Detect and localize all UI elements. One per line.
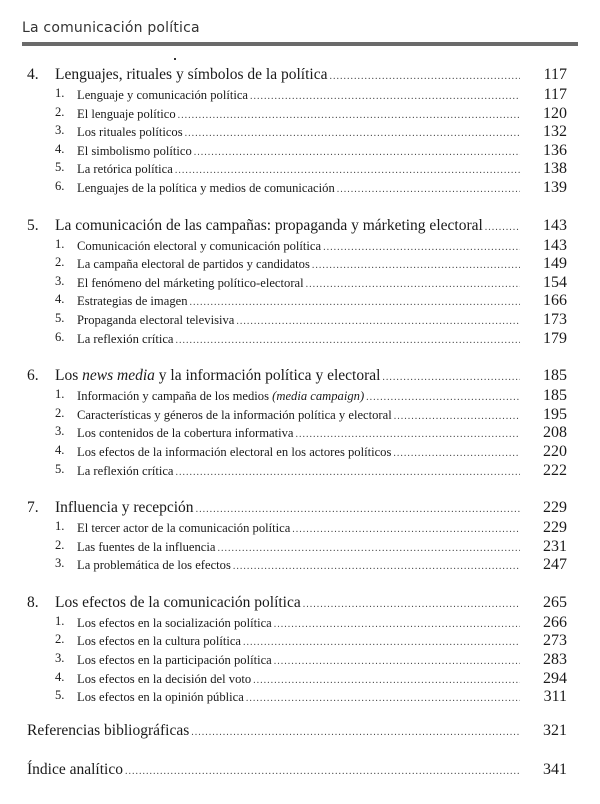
dot-leader	[196, 504, 520, 515]
page-number: 166	[543, 292, 567, 310]
chapter-number: 7.	[27, 499, 39, 517]
toc-subsection-entry[interactable]	[0, 105, 600, 124]
toc-subsection-entry[interactable]	[0, 160, 600, 179]
chapter-section	[0, 367, 600, 480]
title-text: Las fuentes de la influencia	[77, 539, 216, 554]
page-number: 220	[543, 442, 567, 460]
title-text: La problemática de los efectos	[77, 558, 231, 573]
dot-leader	[366, 392, 520, 403]
subsection-number: 2.	[55, 405, 65, 420]
title-text: El simbolismo político	[77, 143, 192, 158]
subsection-number: 2.	[55, 104, 65, 119]
dot-leader	[176, 335, 521, 346]
entry-title	[77, 181, 335, 196]
dot-leader	[125, 766, 520, 777]
toc-subsection-entry[interactable]	[0, 255, 600, 274]
dot-leader	[306, 279, 520, 290]
title-text: Información y campaña de los medios	[77, 389, 273, 404]
page-number: 247	[543, 556, 567, 574]
toc-entry-index[interactable]	[0, 761, 600, 781]
dot-leader	[176, 467, 521, 478]
page-number: 294	[543, 669, 567, 687]
entry-title	[77, 294, 188, 309]
toc-subsection-entry[interactable]	[0, 556, 600, 575]
dot-leader	[190, 297, 520, 308]
subsection-number: 6.	[55, 178, 65, 193]
subsection-number: 5.	[55, 688, 65, 703]
page-number: 185	[543, 387, 567, 405]
dot-leader	[243, 637, 520, 648]
chapter-section	[0, 594, 600, 707]
dot-leader	[185, 128, 520, 139]
entry-title	[77, 426, 293, 441]
title-text: La reflexión crítica	[77, 463, 174, 478]
page-number: 222	[543, 461, 567, 479]
title-text: Influencia y recepción	[55, 499, 194, 517]
chapter-section	[0, 499, 600, 575]
dot-leader	[329, 71, 520, 82]
table-of-contents	[0, 66, 600, 726]
title-text: La campaña electoral de partidos y candidatos	[77, 257, 310, 272]
subsection-number: 5.	[55, 461, 65, 476]
page-number: 138	[543, 160, 567, 178]
stray-dot	[174, 58, 176, 60]
toc-subsection-entry[interactable]	[0, 406, 600, 425]
subsection-number: 5.	[55, 310, 65, 325]
toc-subsection-entry[interactable]	[0, 274, 600, 293]
subsection-number: 4.	[55, 669, 65, 684]
toc-subsection-entry[interactable]	[0, 670, 600, 689]
page-number: 266	[543, 613, 567, 631]
dot-leader	[303, 599, 520, 610]
page-number: 208	[543, 424, 567, 442]
entry-title	[77, 558, 231, 573]
dot-leader	[274, 619, 520, 630]
toc-subsection-entry[interactable]	[0, 688, 600, 707]
entry-title	[77, 616, 272, 631]
page-number: 283	[543, 651, 567, 669]
title-text: Los	[55, 367, 83, 385]
subsection-number: 1.	[55, 613, 65, 628]
toc-subsection-entry[interactable]	[0, 614, 600, 633]
title-text: Los contenidos de la cobertura informativa	[77, 426, 294, 441]
page-number: 229	[543, 499, 567, 517]
subsection-number: 3.	[55, 123, 65, 138]
dot-leader	[253, 675, 520, 686]
entry-title	[55, 499, 194, 517]
entry-title	[77, 408, 392, 423]
page-number: 311	[543, 688, 567, 706]
title-text: Comunicación electoral y comunicación política	[77, 238, 322, 253]
entry-title	[77, 634, 241, 649]
page-number: 265	[543, 593, 567, 611]
title-text: Estrategias de imagen	[77, 294, 188, 309]
entry-title	[77, 239, 321, 254]
page-number: 195	[543, 405, 567, 423]
toc-subsection-entry[interactable]	[0, 538, 600, 557]
subsection-number: 2.	[55, 632, 65, 647]
entry-title	[55, 66, 327, 84]
chapter-number: 8.	[27, 593, 39, 611]
toc-chapter-entry[interactable]	[0, 367, 600, 387]
subsection-number: 4.	[55, 442, 65, 457]
title-text: Lenguajes de la política y medios de comunicación	[77, 180, 335, 195]
toc-subsection-entry[interactable]	[0, 311, 600, 330]
title-text: Lenguaje y comunicación política	[77, 88, 248, 102]
entry-title	[77, 144, 192, 159]
entry-title	[77, 464, 174, 479]
toc-subsection-entry[interactable]	[0, 387, 600, 406]
page-number: 185	[543, 367, 567, 385]
chapter-section	[0, 66, 600, 198]
subsection-number: 2.	[55, 537, 65, 552]
dot-leader	[191, 727, 520, 738]
subsection-number: 4.	[55, 292, 65, 307]
page-number: 229	[543, 519, 567, 537]
toc-subsection-entry[interactable]	[0, 632, 600, 651]
chapter-number: 5.	[27, 216, 39, 234]
page-number: 143	[543, 236, 567, 254]
subsection-number: 1.	[55, 236, 65, 251]
page-number: 132	[543, 123, 567, 141]
chapter-number: 4.	[27, 66, 39, 83]
subsection-number: 2.	[55, 255, 65, 270]
dot-leader	[250, 91, 520, 102]
page-number: 273	[543, 632, 567, 650]
page-number: 149	[543, 255, 567, 273]
entry-title	[77, 88, 248, 103]
title-text: Características y géneros de la información política y electoral	[77, 407, 392, 422]
entry-title	[77, 672, 251, 687]
dot-leader	[382, 372, 520, 383]
title-text: El lenguaje político	[77, 106, 176, 121]
entry-title	[77, 389, 364, 404]
entry-title	[77, 162, 173, 177]
dot-leader	[217, 543, 520, 554]
title-text: y la información política y electoral	[154, 367, 381, 385]
subsection-number: 3.	[55, 273, 65, 288]
dot-leader	[394, 411, 520, 422]
subsection-number: 3.	[55, 651, 65, 666]
entry-title	[55, 367, 380, 385]
page-number: 341	[543, 761, 567, 778]
title-text: Los efectos en la socialización política	[77, 615, 272, 630]
entry-title	[77, 313, 234, 328]
toc-subsection-entry[interactable]	[0, 237, 600, 256]
entry-title	[77, 521, 290, 536]
subsection-number: 4.	[55, 141, 65, 156]
entry-title	[77, 653, 272, 668]
page-number: 117	[543, 66, 567, 83]
toc-subsection-entry[interactable]	[0, 424, 600, 443]
dot-leader	[323, 242, 520, 253]
title-text: Los rituales políticos	[77, 125, 183, 140]
entry-title	[77, 445, 391, 460]
dot-leader	[295, 429, 520, 440]
toc-subsection-entry[interactable]	[0, 142, 600, 161]
toc-chapter-entry[interactable]	[0, 217, 600, 237]
title-text: Los efectos en la decisión del voto	[77, 671, 252, 686]
title-text: La retórica política	[77, 162, 173, 177]
subsection-number: 1.	[55, 387, 65, 402]
toc-subsection-entry[interactable]	[0, 330, 600, 349]
subsection-number: 1.	[55, 519, 65, 534]
dot-leader	[246, 693, 520, 704]
entry-title	[55, 217, 483, 235]
title-italic: (media campaign)	[272, 389, 365, 404]
page-number: 117	[543, 86, 567, 103]
title-text: El tercer actor de la comunicación política	[77, 521, 291, 536]
title-text: Los efectos en la participación política	[77, 653, 272, 668]
title-text: Propaganda electoral televisiva	[77, 312, 235, 327]
entry-title	[55, 594, 301, 612]
entry-title	[77, 257, 310, 272]
page-number: 231	[543, 537, 567, 555]
entry-title: Referencias bibliográficas	[27, 722, 190, 739]
page-number: 321	[543, 722, 567, 739]
dot-leader	[337, 184, 520, 195]
running-head-title: La comunicación política	[22, 20, 200, 36]
title-text: Los efectos en la opinión pública	[77, 690, 244, 705]
entry-title	[77, 332, 174, 347]
title-text: Lenguajes, rituales y símbolos de la política	[55, 66, 328, 83]
dot-leader	[236, 316, 520, 327]
toc-subsection-entry[interactable]	[0, 86, 600, 105]
entry-title	[77, 540, 215, 555]
dot-leader	[175, 165, 520, 176]
entry-title	[77, 107, 176, 122]
dot-leader	[178, 110, 520, 121]
page-number: 136	[543, 141, 567, 159]
subsection-number: 5.	[55, 160, 65, 175]
toc-chapter-entry[interactable]	[0, 66, 600, 86]
entry-title	[77, 276, 304, 291]
chapter-number: 6.	[27, 367, 39, 385]
title-text: Los efectos de la comunicación política	[55, 593, 301, 611]
toc-subsection-entry[interactable]	[0, 462, 600, 481]
toc-entry-references[interactable]	[0, 722, 600, 742]
entry-title	[77, 690, 244, 705]
title-text: El fenómeno del márketing político-electoral	[77, 275, 304, 290]
dot-leader	[485, 222, 520, 233]
page-number: 139	[543, 178, 567, 196]
subsection-number: 3.	[55, 556, 65, 571]
toc-subsection-entry[interactable]	[0, 519, 600, 538]
entry-title: Índice analítico	[27, 761, 123, 778]
entry-title	[77, 125, 183, 140]
dot-leader	[194, 147, 520, 158]
subsection-number: 3.	[55, 424, 65, 439]
page-number: 179	[543, 329, 567, 347]
subsection-number: 6.	[55, 329, 65, 344]
page-number: 143	[543, 216, 567, 234]
toc-subsection-entry[interactable]	[0, 443, 600, 462]
page-number: 154	[543, 273, 567, 291]
dot-leader	[233, 561, 520, 572]
dot-leader	[393, 448, 520, 459]
toc-subsection-entry[interactable]	[0, 651, 600, 670]
chapter-section	[0, 217, 600, 349]
toc-subsection-entry[interactable]	[0, 179, 600, 198]
page-number: 120	[543, 104, 567, 122]
subsection-number: 1.	[55, 86, 65, 100]
page-number: 173	[543, 310, 567, 328]
toc-subsection-entry[interactable]	[0, 292, 600, 311]
header-rule	[22, 42, 578, 46]
toc-chapter-entry[interactable]	[0, 594, 600, 614]
title-text: La reflexión crítica	[77, 331, 174, 346]
title-text: La comunicación de las campañas: propaganda y márketing electoral	[55, 216, 483, 234]
title-text: Los efectos de la información electoral en los actores políticos	[77, 444, 392, 459]
dot-leader	[292, 524, 520, 535]
dot-leader	[312, 260, 520, 271]
toc-subsection-entry[interactable]	[0, 123, 600, 142]
dot-leader	[274, 656, 520, 667]
title-text: Los efectos en la cultura política	[77, 634, 242, 649]
title-italic: news media	[82, 367, 155, 385]
toc-chapter-entry[interactable]	[0, 499, 600, 519]
